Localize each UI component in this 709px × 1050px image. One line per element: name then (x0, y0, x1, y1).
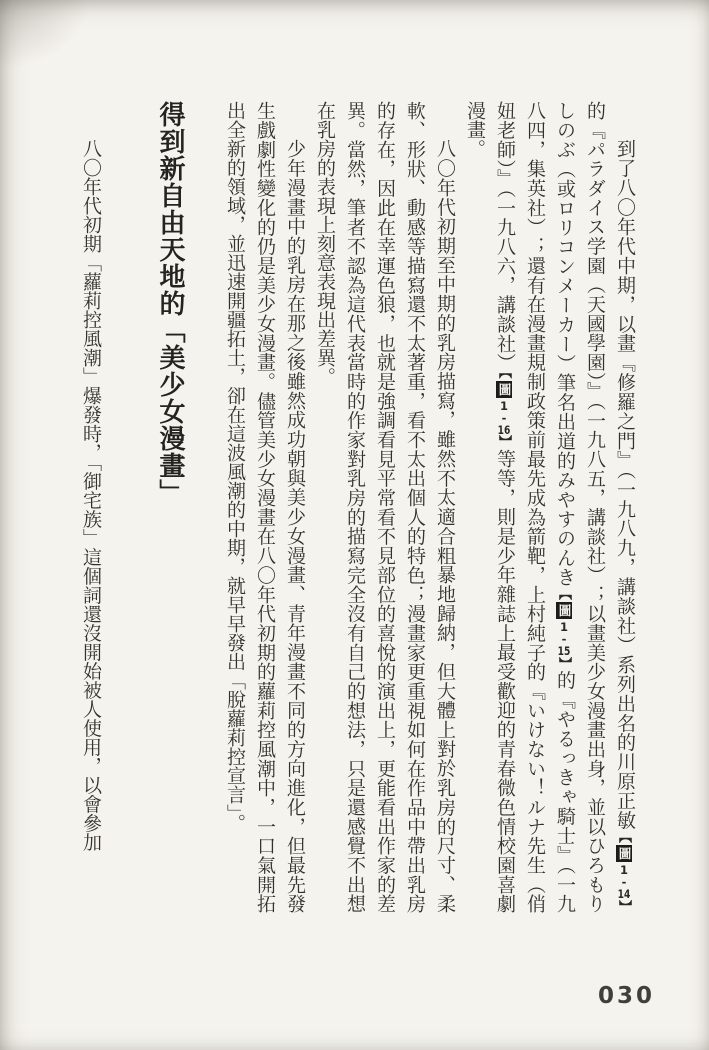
figure-number: 1 (499, 400, 508, 412)
figure-number: - (621, 876, 627, 888)
figure-number: 1 (559, 621, 568, 633)
paragraph-lolicon-boom: 八〇年代初期「蘿莉控風潮」爆發時，「御宅族」這個詞還沒開始被人使用，以會參加 (80, 139, 101, 852)
figure-reference: 【圖1-14】 (617, 829, 632, 913)
section-heading: 得到新自由天地的「美少女漫畫」 (156, 101, 186, 506)
figure-number: 15 (557, 644, 571, 657)
figure-reference: 【圖1-15】 (557, 586, 572, 671)
figure-box-icon: 圖 (617, 847, 631, 861)
figure-reference: 【圖1-16】 (497, 372, 512, 449)
figure-number: 16 (497, 423, 511, 436)
figure-number: - (501, 411, 507, 424)
article-body (75, 101, 639, 913)
figure-number: - (561, 633, 567, 645)
figure-box-icon: 圖 (497, 383, 511, 397)
paragraph-evolution: 少年漫畫中的乳房在那之後雖然成功朝與美少女漫畫、青年漫畫不同的方向進化，但最先發生戲劇性變化的仍是美少女漫畫。儘管美少女漫畫在八〇年代初期的蘿莉控風潮中，一口氣開拓出全新的領域，並迅速開疆拓土，卻在這波風潮的中期，就早早發出「脫蘿莉控宣言」。 (224, 101, 305, 913)
figure-number: 14 (617, 888, 631, 900)
paragraph-breast-depiction: 八〇年代初期至中期的乳房描寫，雖然不太適合粗暴地歸納，但大體上對於乳房的尺寸、柔軟、形狀、動感等描寫還不太著重，看不太出個人的特色；漫畫家更重視如何在作品中帶出乳房的存在，因此在幸運色狼，也就是強調看見平常看不見部位的喜悅的演出上，更能看出作家的差異。當然，筆者不認為這代表當時的作家對乳房的描寫完全沒有自己的想法，只是還感覺不出想在乳房的表現上刻意表現出差異。 (314, 101, 455, 913)
figure-box-icon: 圖 (557, 604, 571, 618)
paragraph-artists: 到了八〇年代中期，以畫『修羅之門』（一九八九，講談社）系列出名的川原正敏【圖1-14】的『パラダイス学園（天國學園）』（一九八五，講談社）；以畫美少女漫畫出身，並以ひろもりしのぶ（或ロリコンメーカー）筆名出道的みやすのんき【圖1-15】的『やるっきゃ騎士』（一九八四，集英社）；還有在漫畫規制政策前最先成為箭靶，上村純子的『いけない！ルナ先生（俏妞老師）』（一九八六，講談社）【圖1-16】等等，則是少年雜誌上最受歡迎的青春微色情校園喜劇漫畫。 (464, 101, 635, 914)
page-number: 030 (598, 983, 656, 1009)
figure-number: 1 (619, 864, 628, 876)
